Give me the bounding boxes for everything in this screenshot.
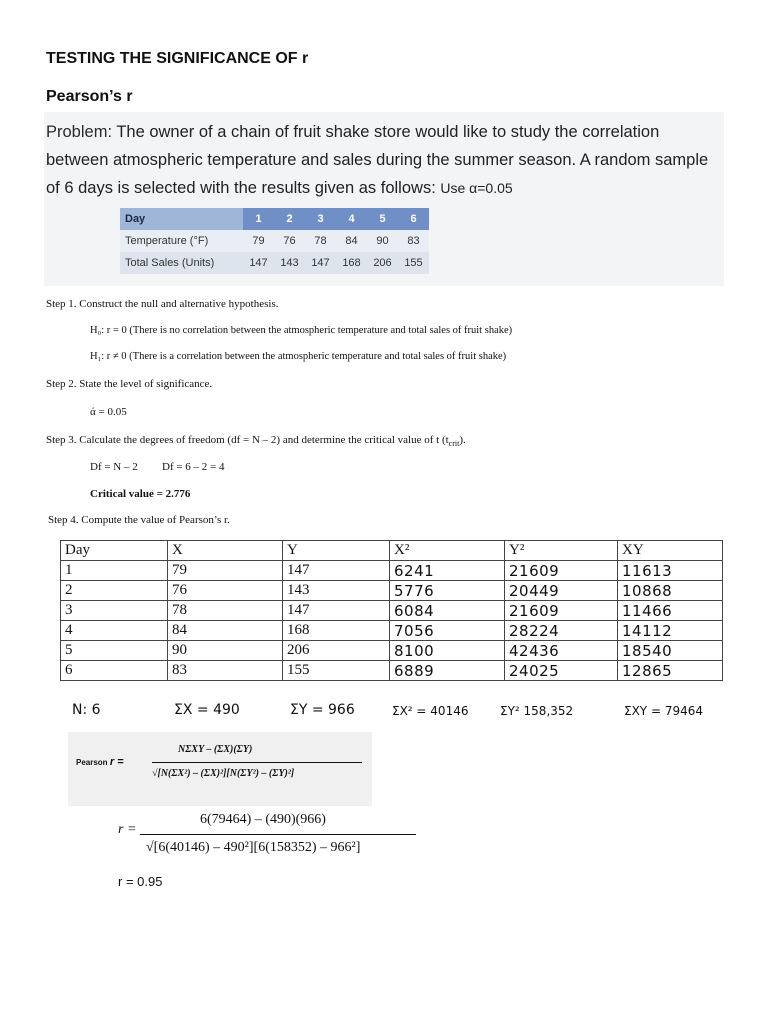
cell-x: 78 — [168, 601, 283, 621]
alternative-hypothesis: H₁: r ≠ 0 (There is a correlation between the atmospheric temperature and total sales of fruit shake) — [90, 351, 507, 362]
day-cell: 3 — [305, 208, 336, 230]
cell-x2: 8100 — [390, 641, 505, 661]
cell-xy: 12865 — [618, 661, 723, 681]
header-y: Y — [283, 541, 390, 561]
cell-y2: 21609 — [505, 601, 618, 621]
row-label: Day — [120, 208, 243, 230]
sales-cell: 168 — [336, 252, 367, 274]
step3-heading-text: Step 3. Calculate the degrees of freedom (df = N – 2) and determine the critical value of t (t — [46, 434, 449, 446]
sales-cell: 143 — [274, 252, 305, 274]
step2-heading: Step 2. State the level of significance. — [46, 378, 213, 390]
table-row — [61, 621, 723, 641]
cell-day: 3 — [61, 601, 168, 621]
temp-cell: 78 — [305, 230, 336, 252]
day-cell: 4 — [336, 208, 367, 230]
cell-day: 1 — [61, 561, 168, 581]
step3-heading-sub: crit — [448, 439, 460, 449]
header-day: Day — [61, 541, 168, 561]
cell-y2: 28224 — [505, 621, 618, 641]
calc-numerator: 6(79464) – (490)(966) — [200, 812, 326, 827]
table-row — [61, 581, 723, 601]
temp-cell: 76 — [274, 230, 305, 252]
problem-data-table — [120, 208, 429, 274]
cell-x2: 5776 — [390, 581, 505, 601]
cell-xy: 14112 — [618, 621, 723, 641]
computation-table-panel — [48, 536, 724, 716]
sum-y2: ΣY² 158,352 — [500, 704, 574, 718]
cell-y: 155 — [283, 661, 390, 681]
temp-cell: 79 — [243, 230, 274, 252]
cell-xy: 18540 — [618, 641, 723, 661]
cell-xy: 10868 — [618, 581, 723, 601]
temp-cell: 83 — [398, 230, 429, 252]
df-formula: Df = N – 2 — [90, 461, 138, 473]
table-row — [61, 641, 723, 661]
cell-x: 90 — [168, 641, 283, 661]
cell-y: 147 — [283, 561, 390, 581]
computation-table — [60, 540, 723, 681]
table-header-row — [61, 541, 723, 561]
table-row — [61, 601, 723, 621]
day-cell: 1 — [243, 208, 274, 230]
df-value: Df = 6 – 2 = 4 — [162, 461, 225, 473]
problem-row-sales — [120, 252, 429, 274]
formula-fraction-bar — [152, 762, 362, 763]
pearson-formula-image — [68, 732, 372, 806]
formula-lhs: r = — [109, 756, 124, 768]
calc-fraction-bar — [140, 834, 416, 835]
cell-y2: 20449 — [505, 581, 618, 601]
sum-x2: ΣX² = 40146 — [392, 704, 469, 718]
cell-x2: 6889 — [390, 661, 505, 681]
sales-cell: 147 — [305, 252, 336, 274]
header-x2: X² — [390, 541, 505, 561]
cell-x: 84 — [168, 621, 283, 641]
formula-denominator: √[N(ΣX²) – (ΣX)²][N(ΣY²) – (ΣY)²] — [152, 768, 295, 779]
null-hypothesis: H₀: r = 0 (There is no correlation between the atmospheric temperature and total sales of fruit shake) — [90, 325, 513, 336]
table-row — [61, 561, 723, 581]
cell-day: 2 — [61, 581, 168, 601]
cell-xy: 11613 — [618, 561, 723, 581]
problem-alpha: Use α=0.05 — [440, 180, 513, 196]
day-cell: 5 — [367, 208, 398, 230]
header-x: X — [168, 541, 283, 561]
formula-numerator: NΣXY – (ΣX)(ΣY) — [178, 744, 253, 755]
pearson-result: r = 0.95 — [118, 874, 163, 889]
calc-lhs: r = — [118, 822, 137, 837]
sum-n: N: 6 — [72, 702, 101, 718]
step3-heading — [46, 434, 466, 448]
cell-y: 168 — [283, 621, 390, 641]
temp-cell: 90 — [367, 230, 398, 252]
header-xy: XY — [618, 541, 723, 561]
cell-xy: 11466 — [618, 601, 723, 621]
cell-day: 5 — [61, 641, 168, 661]
cell-y: 206 — [283, 641, 390, 661]
sum-y: ΣY = 966 — [290, 702, 355, 718]
header-y2: Y² — [505, 541, 618, 561]
cell-y2: 21609 — [505, 561, 618, 581]
day-cell: 6 — [398, 208, 429, 230]
sum-x: ΣX = 490 — [174, 702, 240, 718]
calc-denominator: √[6(40146) – 490²][6(158352) – 966²] — [146, 840, 361, 855]
critical-value: Critical value = 2.776 — [90, 488, 191, 500]
row-label: Temperature (°F) — [120, 230, 243, 252]
cell-y2: 24025 — [505, 661, 618, 681]
formula-label-text: Pearson — [76, 758, 108, 767]
temp-cell: 84 — [336, 230, 367, 252]
problem-row-temperature — [120, 230, 429, 252]
page-title: TESTING THE SIGNIFICANCE OF r — [46, 50, 309, 67]
step1-heading: Step 1. Construct the null and alternative hypothesis. — [46, 298, 279, 310]
cell-x2: 6084 — [390, 601, 505, 621]
step4-heading: Step 4. Compute the value of Pearson’s r. — [48, 514, 230, 526]
formula-label — [76, 756, 124, 768]
step3-heading-end: ). — [459, 434, 466, 446]
page-subtitle: Pearson’s r — [46, 88, 133, 105]
row-label: Total Sales (Units) — [120, 252, 243, 274]
problem-panel — [44, 112, 724, 286]
sales-cell: 155 — [398, 252, 429, 274]
problem-row-day — [120, 208, 429, 230]
cell-x2: 7056 — [390, 621, 505, 641]
day-cell: 2 — [274, 208, 305, 230]
problem-statement — [46, 118, 722, 202]
cell-x: 83 — [168, 661, 283, 681]
cell-day: 4 — [61, 621, 168, 641]
cell-x: 76 — [168, 581, 283, 601]
problem-text: The owner of a chain of fruit shake store would like to study the correlation between atmospheric temperature and sales during the summer season. A random sample of 6 days is selected with the results given as follows: — [46, 123, 709, 197]
sales-cell: 147 — [243, 252, 274, 274]
cell-y: 147 — [283, 601, 390, 621]
sum-xy: ΣXY = 79464 — [624, 704, 703, 718]
cell-day: 6 — [61, 661, 168, 681]
cell-y2: 42436 — [505, 641, 618, 661]
problem-label: Problem: — [46, 123, 113, 141]
cell-x: 79 — [168, 561, 283, 581]
cell-y: 143 — [283, 581, 390, 601]
table-row — [61, 661, 723, 681]
cell-x2: 6241 — [390, 561, 505, 581]
alpha-value: ά = 0.05 — [90, 406, 127, 418]
sales-cell: 206 — [367, 252, 398, 274]
